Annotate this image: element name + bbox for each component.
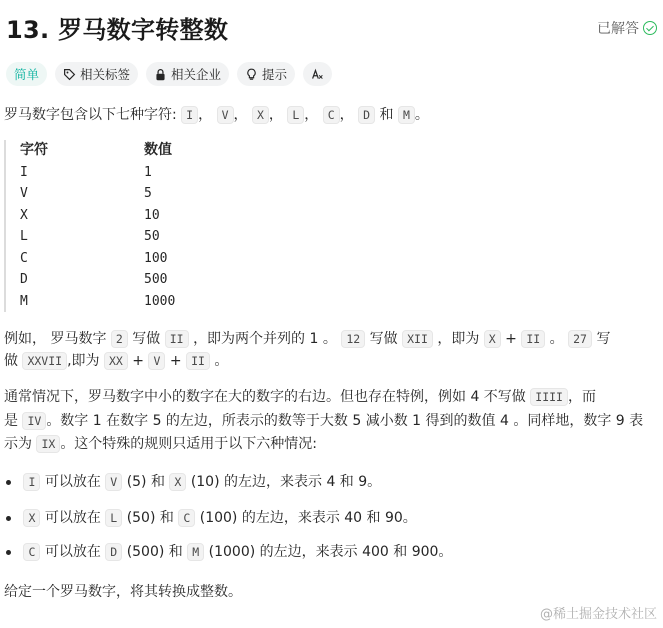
hint-button[interactable]: [237, 62, 295, 86]
closing-paragraph: 给定一个罗马数字，将其转换成整数。: [4, 584, 242, 600]
table-row: C 100: [20, 250, 168, 266]
example-line-2: 做 XXVII ,即为 XX + V + II 。: [4, 353, 229, 369]
table-row: L 50: [20, 229, 160, 244]
table-row: M 1000: [20, 293, 176, 309]
special-code: IIII: [530, 388, 568, 406]
example-code: XX: [104, 352, 128, 370]
bullet-dot-icon: [6, 550, 11, 555]
symbol-code: L: [287, 106, 304, 124]
header-value: 数值: [144, 142, 172, 158]
special-code: IV: [22, 412, 46, 430]
problem-title: 13. 罗马数字转整数: [6, 16, 229, 44]
bullet-dot-icon: [6, 480, 11, 485]
rule-item: X 可以放在 L (50) 和 C (100) 的左边，来表示 40 和 90。: [6, 507, 417, 529]
example-code: XXVII: [22, 352, 67, 370]
table-row: V 5: [20, 186, 152, 201]
example-code: II: [521, 330, 545, 348]
solved-label: 已解答: [597, 21, 639, 37]
tag-icon: [63, 68, 76, 81]
solved-status: [597, 18, 657, 38]
table-row: X 10: [20, 207, 160, 223]
symbol-value-table: [4, 140, 175, 312]
example-code: X: [484, 330, 501, 348]
table-header: [20, 140, 175, 162]
rule-item: I 可以放在 V (5) 和 X (10) 的左边，来表示 4 和 9。: [6, 471, 381, 493]
special-line-2: 是 IV 。数字 1 在数字 5 的左边，所表示的数等于大数 5 减小数 1 得到的数值 4 。同样地，数字 9 表: [4, 413, 644, 429]
translate-icon: [311, 68, 324, 81]
symbol-code: X: [252, 106, 269, 124]
rule-item: C 可以放在 D (500) 和 M (1000) 的左边，来表示 400 和 900。: [6, 541, 452, 563]
special-line-3: 示为 IX 。这个特殊的规则只适用于以下六种情况:: [4, 436, 318, 452]
bullet-dot-icon: [6, 516, 11, 521]
check-circle-icon: [643, 21, 657, 35]
header-symbol: 字符: [20, 142, 48, 158]
table-row: I 1: [20, 164, 152, 180]
example-code: V: [148, 352, 165, 370]
tag-bar: [6, 62, 332, 86]
intro-paragraph: 罗马数字包含以下七种字符: I ， V ， X ， L ， C ， D 和 M 。: [4, 107, 429, 123]
symbol-code: I: [181, 106, 198, 124]
related-companies-label: 相关企业: [171, 67, 222, 82]
table-row: D 500: [20, 272, 168, 287]
hint-label: 提示: [262, 67, 288, 82]
example-code: 2: [111, 330, 128, 348]
example-line-1: 例如， 罗马数字 2 写做 II ，即为两个并列的 1 。 12 写做 XII ，即为 X + II 。 27 写: [4, 331, 611, 347]
symbol-code: D: [358, 106, 375, 124]
example-code: 12: [341, 330, 365, 348]
example-code: 27: [568, 330, 592, 348]
related-companies-button[interactable]: [146, 62, 229, 86]
translate-button[interactable]: [303, 62, 332, 86]
example-code: II: [165, 330, 189, 348]
difficulty-badge[interactable]: 简单: [6, 62, 47, 86]
special-code: IX: [36, 435, 60, 453]
example-code: XII: [402, 330, 433, 348]
related-tags-button[interactable]: [55, 62, 138, 86]
symbol-code: C: [323, 106, 340, 124]
related-tags-label: 相关标签: [80, 67, 131, 82]
special-line-1: 通常情况下，罗马数字中小的数字在大的数字的右边。但也存在特例，例如 4 不写做 IIII ，而: [4, 389, 596, 405]
lock-icon: [154, 68, 167, 81]
symbol-code: V: [217, 106, 234, 124]
watermark: @稀土掘金技术社区: [539, 607, 657, 622]
example-code: II: [186, 352, 210, 370]
symbol-code: M: [398, 106, 415, 124]
lightbulb-icon: [245, 68, 258, 81]
